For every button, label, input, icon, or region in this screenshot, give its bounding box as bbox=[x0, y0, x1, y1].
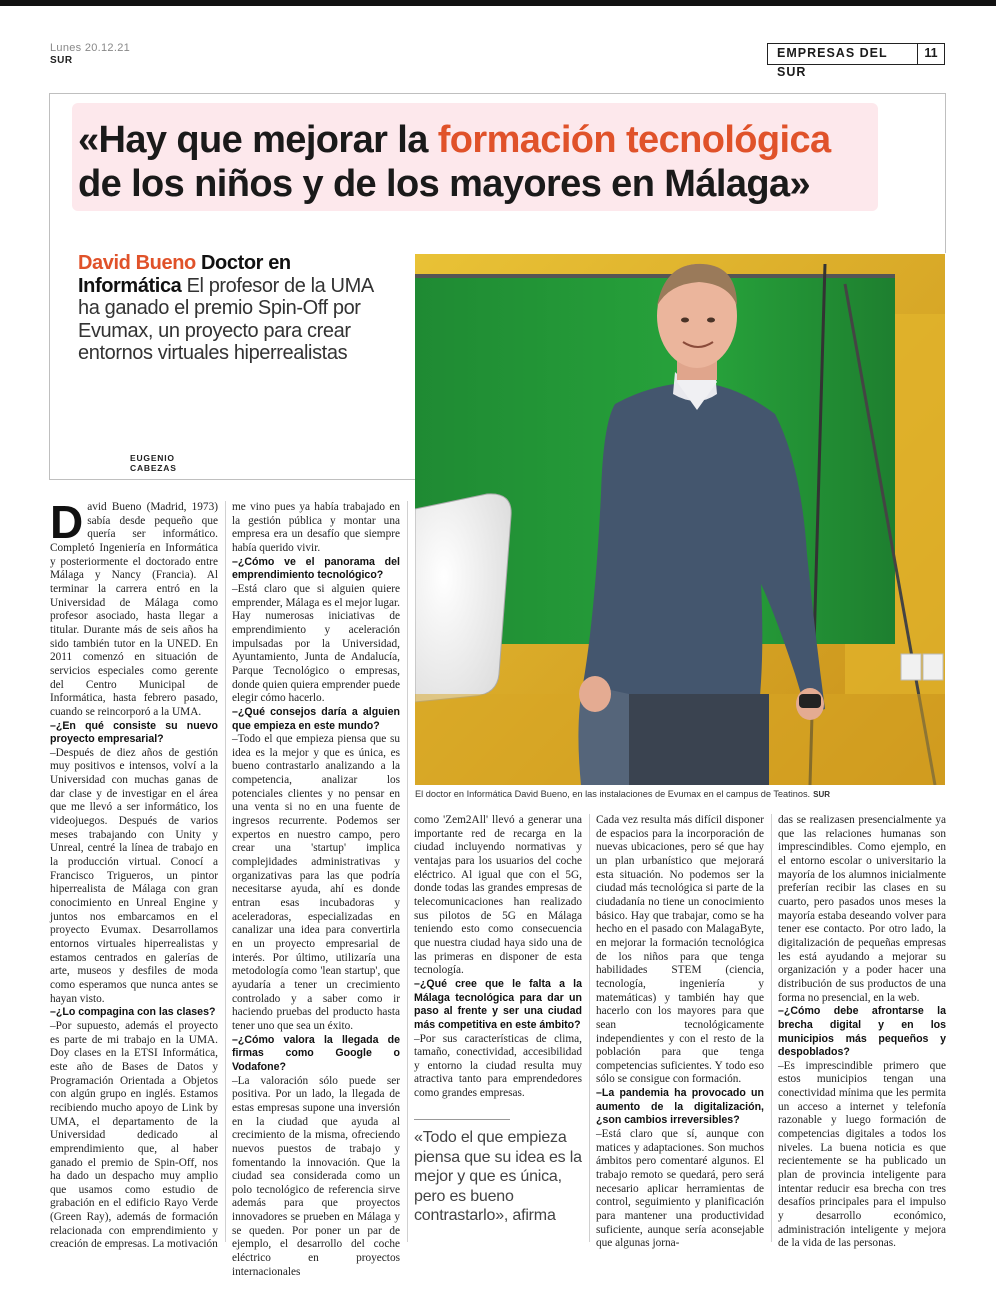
interview-question: –¿En qué consiste su nuevo proyecto empresarial? bbox=[50, 719, 218, 746]
body-column-4 bbox=[596, 814, 764, 1251]
body-paragraph: me vino pues ya había trabajado en la gestión pública y montar una empresa era un desafío que siempre había querido vivir. bbox=[232, 501, 400, 554]
section-tag bbox=[767, 43, 945, 79]
portrait-photo bbox=[415, 254, 945, 785]
pullquote-rule bbox=[414, 1119, 510, 1120]
interviewee-name: David Bueno bbox=[78, 252, 196, 274]
interview-question: –¿Qué consejos daría a alguien que empieza en este mundo? bbox=[232, 705, 400, 732]
interview-question: –La pandemia ha provocado un aumento de la digitalización, ¿son cambios irreversibles? bbox=[596, 1087, 764, 1127]
body-paragraph: –Después de diez años de gestión muy positivos e intensos, volví a la Universidad con muchas ganas de dar clase y de investigar en el área que me llevó a ser informático, los videojuegos. Después de varios meses trabajando con Unity y Unreal, centré la línea de trabajo en la producción virtual. Conocí a Francisco Trigueros, un pintor hiperrealista de Málaga con gran conocimiento en Unreal Engine y juntos nos embarcamos en el proyecto Evumax. Desarrollamos entornos virtuales hiperrealistas y estamos centrados en galerías de arte, museos y desfiles de moda como esperamos que nunca antes se hayan visto. bbox=[50, 746, 218, 1005]
drop-cap: D bbox=[50, 496, 84, 548]
headline-part1: «Hay que mejorar la bbox=[78, 119, 438, 161]
body-paragraph: –Es imprescindible primero que estos municipios tengan una conectividad mínima que les permita un acceso a internet y telefonía razonable y luego formación de competencias digitales a todos los niveles. La buena noticia es que recientemente se ha publicado un plan de provincia inteligente para intentar reducir esa brecha con tres desafíos principales para el impulso y desarrollo económico, administración inteligente y mejora de la vida de las personas. bbox=[778, 1059, 946, 1250]
article-frame-right bbox=[945, 93, 946, 253]
photo-caption-text: El doctor en Informática David Bueno, en las instalaciones de Evumax en el campus de Teatinos. bbox=[415, 789, 811, 799]
body-paragraph: –Por sus características de clima, tamaño, conectividad, accesibilidad y entorno la ciudad resulta muy atractiva tanto para emprendedores como grandes empresas. bbox=[414, 1032, 582, 1100]
interview-question: –¿Lo compagina con las clases? bbox=[50, 1006, 216, 1019]
page-header-left bbox=[50, 42, 130, 66]
body-paragraph: –Está claro que si alguien quiere emprender, Málaga es el mejor lugar. Hay numerosas iniciativas de emprendimiento y aceleración impulsadas por la Universidad, Ayuntamiento, Junta de Andalucía, Parque Tecnológico o empresas, donde quien quiera emprender puede elegir cómo hacerlo. bbox=[232, 582, 400, 705]
body-column-1 bbox=[50, 496, 218, 1252]
body-paragraph: –Por supuesto, además el proyecto es parte de mi trabajo en la UMA. Doy clases en la ETSI Informática, este año de Bases de Datos y Programación Orientada a Objetos con algún grupo en inglés. Estamos recibiendo mucho apoyo de Link by UMA, el departamento de la Universidad dedicado al emprendimiento que, al haber ganado el premio de Spin-Off, nos ha dado un despacho muy amplio que usamos como estudio de grabación en el edificio Rayo Verde (Green Ray), además de formación relacionada con emprendimiento y creación de empresas. La motivación bbox=[50, 1019, 218, 1251]
pullquote: «Todo el que empieza piensa que su idea es la mejor y que es única, pero es bueno contrastarlo», afirma bbox=[414, 1129, 582, 1224]
photo-caption bbox=[415, 789, 945, 799]
body-column-2 bbox=[232, 501, 400, 1279]
interviewee-role: Doctor en Informática bbox=[78, 252, 291, 297]
body-paragraph: –Está claro que sí, aunque con matices y adaptaciones. Son muchos ámbitos pero comentaré algunos. El trabajo remoto se quedará, pero será necesario aplicar herramientas de control, seguimiento y planificación para mantener una productividad suficiente, aunque sería aconsejable que algunas jorna- bbox=[596, 1128, 764, 1250]
column-divider bbox=[225, 501, 226, 1242]
column-divider bbox=[771, 814, 772, 1242]
body-paragraph: como 'Zem2All' llevó a generar una importante red de recarga en la ciudad incluyendo normativas y ventajas para los usuarios del coche eléctrico. Al igual que con el 5G, donde todas las grandes empresas de telecomunicaciones han realizado sus pilotos de 5G en Málaga teniendo esto como consecuencia que nuestra ciudad haya sido una de las primeras en disponer de esta tecnología. bbox=[414, 814, 582, 977]
section-name: EMPRESAS DEL SUR bbox=[768, 44, 918, 64]
newspaper-name: SUR bbox=[50, 55, 73, 66]
page-number: 11 bbox=[924, 46, 938, 60]
issue-date: Lunes 20.12.21 bbox=[50, 42, 131, 54]
byline-first: EUGENIO bbox=[130, 453, 175, 463]
headline bbox=[78, 118, 898, 206]
headline-part2: de los niños y de los mayores en Málaga» bbox=[78, 163, 811, 205]
body-paragraph: –La valoración sólo puede ser positiva. Por un lado, la llegada de estas empresas supone una inversión en la ciudad que ayuda al crecimiento de la misma, ofreciendo nuevos puestos de trabajo y fomentando la innovación. Que la ciudad sea considerada como un polo tecnológico de referencia sirve además para que proyectos innovadores se prueben en Málaga y se queden. Por poner un par de ejemplo, el desarrollo del coche eléctrico en proyectos internacionales bbox=[232, 1074, 400, 1278]
headline-highlight: formación tecnológica bbox=[437, 119, 831, 161]
interview-question: –¿Cómo ve el panorama del emprendimiento tecnológico? bbox=[232, 555, 400, 582]
body-column-5 bbox=[778, 814, 946, 1251]
top-black-bar bbox=[0, 0, 996, 6]
body-column-3 bbox=[414, 814, 582, 1101]
column-divider bbox=[407, 501, 408, 1242]
body-paragraph: –Todo el que empieza piensa que su idea es la mejor y que es única, es bueno contrastarlo analizando a la competencia, analizar los potenciales clientes y no pensar en una venta si no en una fuente de ingresos recurrente. Podemos ser expertos en nuestro campo, pero crear una 'startup' implica complejidades administrativas y organizativas para las que podría necesitarse ayuda, ahí es donde entran esas incubadoras y aceleradoras, especializadas en canalizar una idea para convertirla en un proyecto empresarial de interés. Por último, utilizaría una metodología como 'lean startup', que ayudaría a tener un crecimiento controlado y a saber como ir haciendo pruebas del producto hasta tener uno que sea un éxito. bbox=[232, 733, 400, 1032]
article-frame-bottom bbox=[49, 479, 415, 480]
byline bbox=[130, 453, 177, 473]
body-paragraph: avid Bueno (Madrid, 1973) sabía desde pequeño que quería ser informático. Completó Ingeniería en Informática y posteriormente el doctorado entre Málaga y Nancy (Francia). Al terminar la carrera entró en la Universidad de Málaga como profesor asociado, hasta llegar a titular. Durante más de seis años ha sido también tutor en la UNED. En 2011 comenzó en situación de servicios especiales como gerente del Centro Municipal de Informática, hasta febrero pasado, cuando se reincorporó a la UMA. bbox=[50, 501, 218, 718]
photo-credit: SUR bbox=[813, 790, 831, 799]
byline-last: CABEZAS bbox=[130, 463, 177, 473]
body-paragraph: das se realizasen presencialmente ya que las relaciones humanas son imprescindibles. Como ejemplo, en el entorno escolar o universitario la mayoría de los alumnos inicialmente preferían recibir las clases en su cuarto, pero pasados unos meses la mayoría estaba deseando volver para tener ese contacto. Por otro lado, la digitalización de pequeñas empresas les está ayudando a mejorar su organización y a poder hacer una distribución de sus productos de una forma no presencial, en la web. bbox=[778, 814, 946, 1004]
interview-question: –¿Cómo valora la llegada de firmas como Google o Vodafone? bbox=[232, 1033, 400, 1073]
interview-question: –¿Qué cree que le falta a la Málaga tecnológica para dar un paso al frente y ser una ciudad más competitiva en este ámbito? bbox=[414, 977, 582, 1031]
column-divider bbox=[589, 814, 590, 1242]
body-paragraph: Cada vez resulta más difícil disponer de espacios para la incorporación de nuevas ubicaciones, pero sé que hay un plan urbanístico que mejorará esta situación. No podemos ser la ciudad más tecnológica si parte de la ciudadanía no tiene un conocimiento básico. Hay que trabajar, como se ha hecho en el pasado con MalagaByte, en mejorar la formación tecnológica de los niños para que tenga habilidades STEM (ciencia, tecnología, ingeniería y matemáticas) y también hay que hacerlo con los mayores para que sean tecnológicamente independientes y con el resto de la población para que tenga competencias suficientes. Y todo eso sólo se consigue con formación. bbox=[596, 814, 764, 1086]
portrait-illustration bbox=[415, 254, 945, 785]
article-intro bbox=[78, 252, 396, 365]
interview-question: –¿Cómo debe afrontarse la brecha digital y en los municipios más pequeños y despoblados? bbox=[778, 1005, 946, 1059]
intro-text: El profesor de la UMA ha ganado el premio Spin-Off por Evumax, un proyecto para crear entornos virtuales hiperrealistas bbox=[78, 274, 373, 364]
